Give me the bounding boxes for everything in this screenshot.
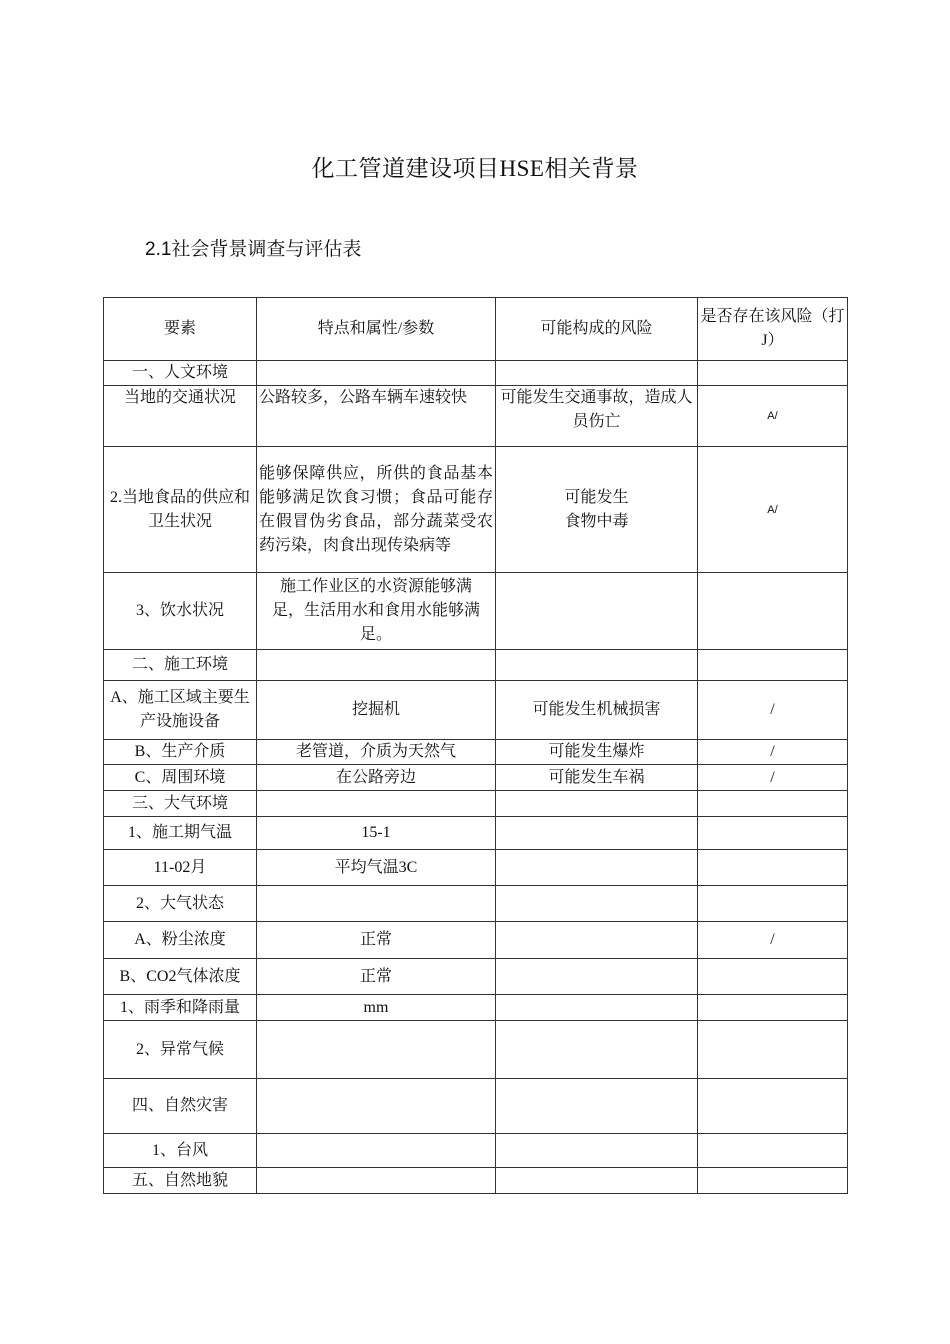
- table-cell: [257, 361, 496, 386]
- table-row: [104, 817, 848, 850]
- table-row: [104, 361, 848, 386]
- table-cell: 施工作业区的水资源能够满足，生活用水和食用水能够满足。: [257, 573, 496, 650]
- table-row: [104, 1021, 848, 1079]
- table-cell: [257, 886, 496, 922]
- header-exists: 是否存在该风险（打J）: [698, 298, 848, 361]
- table-cell: [496, 791, 698, 817]
- table-cell: [698, 959, 848, 995]
- table-cell: [698, 650, 848, 681]
- table-cell: 1、台风: [104, 1134, 257, 1168]
- table-cell: [496, 850, 698, 886]
- table-row: [104, 995, 848, 1021]
- table-cell: A、粉尘浓度: [104, 922, 257, 959]
- table-cell: [698, 1021, 848, 1079]
- table-cell: 在公路旁边: [257, 765, 496, 791]
- table-cell: [496, 886, 698, 922]
- document-title: 化工管道建设项目HSE相关背景: [311, 156, 639, 181]
- table-cell: [496, 1021, 698, 1079]
- table-cell: 11-02月: [104, 850, 257, 886]
- table-cell: [257, 1021, 496, 1079]
- table-cell: 2、异常气候: [104, 1021, 257, 1079]
- table-cell: [496, 573, 698, 650]
- table-cell: 可能发生车祸: [496, 765, 698, 791]
- table-cell: mm: [257, 995, 496, 1021]
- table-cell: [698, 361, 848, 386]
- table-cell: /: [698, 765, 848, 791]
- table-cell: [257, 1079, 496, 1134]
- table-cell: [257, 791, 496, 817]
- table-cell: 当地的交通状况: [104, 386, 257, 447]
- table-cell: [698, 995, 848, 1021]
- table-cell: [496, 995, 698, 1021]
- table-cell: 2.当地食品的供应和卫生状况: [104, 447, 257, 573]
- table-cell: [257, 650, 496, 681]
- table-row: [104, 765, 848, 791]
- table-row: [104, 681, 848, 740]
- table-cell: C、周围环境: [104, 765, 257, 791]
- table-cell: 二、施工环境: [104, 650, 257, 681]
- assessment-table: [103, 297, 848, 1194]
- table-cell: [257, 1134, 496, 1168]
- table-cell: 三、大气环境: [104, 791, 257, 817]
- table-cell: 15-1: [257, 817, 496, 850]
- table-cell: 挖掘机: [257, 681, 496, 740]
- table-row: [104, 791, 848, 817]
- table-cell: 可能发生爆炸: [496, 740, 698, 765]
- table-cell: A、施工区域主要生产设施设备: [104, 681, 257, 740]
- table-cell: [496, 650, 698, 681]
- table-cell: /: [698, 740, 848, 765]
- table-row: [104, 447, 848, 573]
- table-cell: 1、施工期气温: [104, 817, 257, 850]
- table-cell: B、CO2气体浓度: [104, 959, 257, 995]
- table-cell: 公路较多，公路车辆车速较快: [257, 386, 496, 447]
- risk-mark: A/: [698, 386, 848, 447]
- table-cell: 1、雨季和降雨量: [104, 995, 257, 1021]
- table-cell: 2、大气状态: [104, 886, 257, 922]
- table-row: [104, 1168, 848, 1194]
- table-header-row: [104, 298, 848, 361]
- table-cell: [698, 886, 848, 922]
- table-cell: [496, 817, 698, 850]
- table-cell: [698, 1168, 848, 1194]
- table-row: [104, 573, 848, 650]
- table-cell: /: [698, 681, 848, 740]
- table-cell: 能够保障供应，所供的食品基本能够满足饮食习惯；食品可能存在假冒伪劣食品，部分蔬菜受农药污染，肉食出现传染病等: [257, 447, 496, 573]
- table-cell: 一、人文环境: [104, 361, 257, 386]
- header-element: 要素: [104, 298, 257, 361]
- table-row: [104, 1134, 848, 1168]
- table-row: [104, 922, 848, 959]
- table-row: [104, 850, 848, 886]
- header-attributes: 特点和属性/参数: [257, 298, 496, 361]
- table-cell: 四、自然灾害: [104, 1079, 257, 1134]
- table-cell: [496, 1134, 698, 1168]
- table-row: [104, 959, 848, 995]
- table-cell: 平均气温3C: [257, 850, 496, 886]
- table-cell: 可能发生食物中毒: [496, 447, 698, 573]
- table-cell: 3、饮水状况: [104, 573, 257, 650]
- table-row: [104, 1079, 848, 1134]
- table-row: [104, 740, 848, 765]
- table-cell: [698, 791, 848, 817]
- table-cell: [698, 1079, 848, 1134]
- header-risk: 可能构成的风险: [496, 298, 698, 361]
- table-cell: [496, 922, 698, 959]
- table-cell: /: [698, 922, 848, 959]
- section-title: 2.1社会背景调查与评估表: [145, 239, 362, 260]
- table-cell: [698, 850, 848, 886]
- table-cell: 正常: [257, 959, 496, 995]
- table-cell: 可能发生机械损害: [496, 681, 698, 740]
- table-cell: [257, 1168, 496, 1194]
- table-row: [104, 886, 848, 922]
- table-cell: 可能发生交通事故，造成人员伤亡: [496, 386, 698, 447]
- table-cell: 老管道，介质为天然气: [257, 740, 496, 765]
- table-cell: B、生产介质: [104, 740, 257, 765]
- table-cell: [698, 573, 848, 650]
- table-cell: [496, 959, 698, 995]
- table-row: [104, 650, 848, 681]
- table-cell: [698, 1134, 848, 1168]
- table-cell: [496, 361, 698, 386]
- risk-mark: A/: [698, 447, 848, 573]
- table-cell: 正常: [257, 922, 496, 959]
- table-cell: 五、自然地貌: [104, 1168, 257, 1194]
- table-cell: [698, 817, 848, 850]
- table-cell: [496, 1168, 698, 1194]
- table-cell: [496, 1079, 698, 1134]
- table-row: [104, 386, 848, 447]
